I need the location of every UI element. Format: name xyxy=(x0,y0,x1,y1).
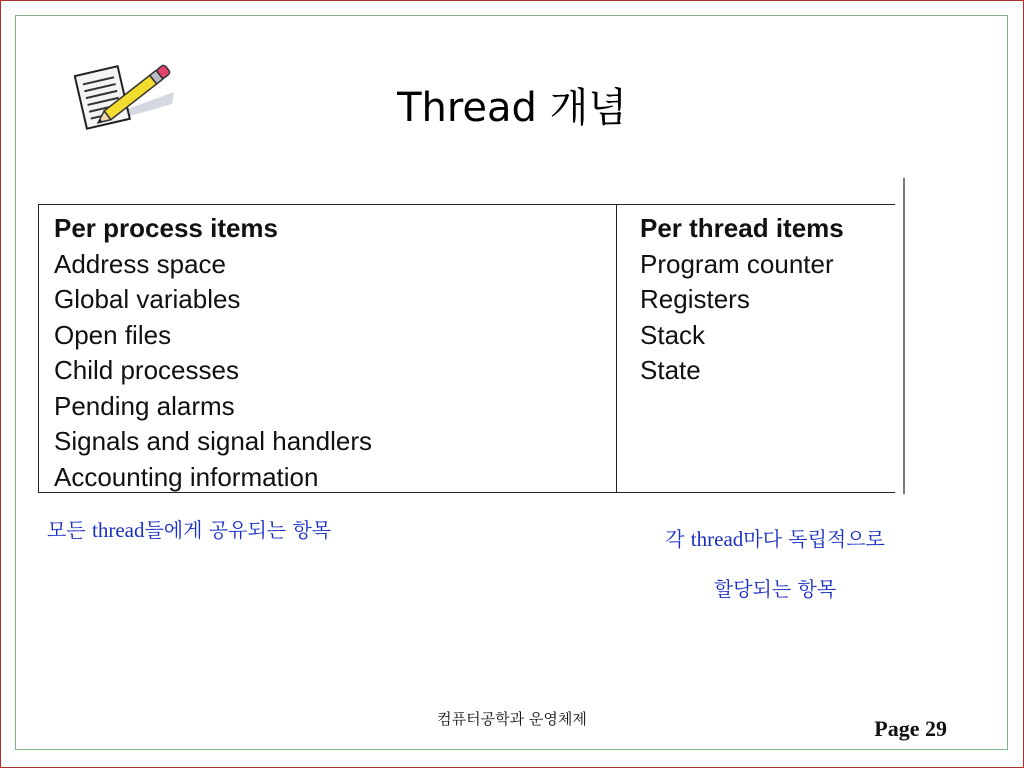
list-item: Stack xyxy=(640,319,706,350)
list-item: Signals and signal handlers xyxy=(54,426,372,456)
caption-text: thread xyxy=(690,527,744,551)
caption-line-1 xyxy=(560,514,990,564)
page-number: Page 29 xyxy=(874,716,947,741)
caption-text: 마다 독립적으로 xyxy=(743,527,885,551)
per-process-header: Per process items xyxy=(54,213,279,243)
per-process-column xyxy=(54,211,372,495)
list-item: Accounting information xyxy=(54,461,319,492)
list-item: Registers xyxy=(640,284,750,314)
table-right-rule xyxy=(903,178,905,494)
caption-line-2: 할당되는 항목 xyxy=(713,577,837,601)
column-divider xyxy=(616,205,617,492)
slide-title: Thread 개념 xyxy=(397,85,627,131)
caption-text: thread xyxy=(92,518,145,542)
caption-text: 들에게 공유되는 항목 xyxy=(144,518,332,542)
list-item: Address space xyxy=(54,248,226,279)
caption-text: 모든 xyxy=(47,518,92,542)
list-item: Pending alarms xyxy=(54,390,235,421)
list-item: Program counter xyxy=(640,248,834,279)
list-item: Child processes xyxy=(54,355,239,385)
items-table xyxy=(38,204,895,493)
footer-course: 컴퓨터공학과 운영체제 xyxy=(437,710,587,728)
caption-text: 각 xyxy=(665,527,691,551)
shared-items-caption xyxy=(47,514,331,543)
per-thread-column xyxy=(640,211,844,389)
list-item: State xyxy=(640,355,701,385)
per-thread-header: Per thread items xyxy=(640,213,844,243)
list-item: Global variables xyxy=(54,284,241,314)
list-item: Open files xyxy=(54,319,172,350)
per-thread-caption xyxy=(560,514,990,614)
